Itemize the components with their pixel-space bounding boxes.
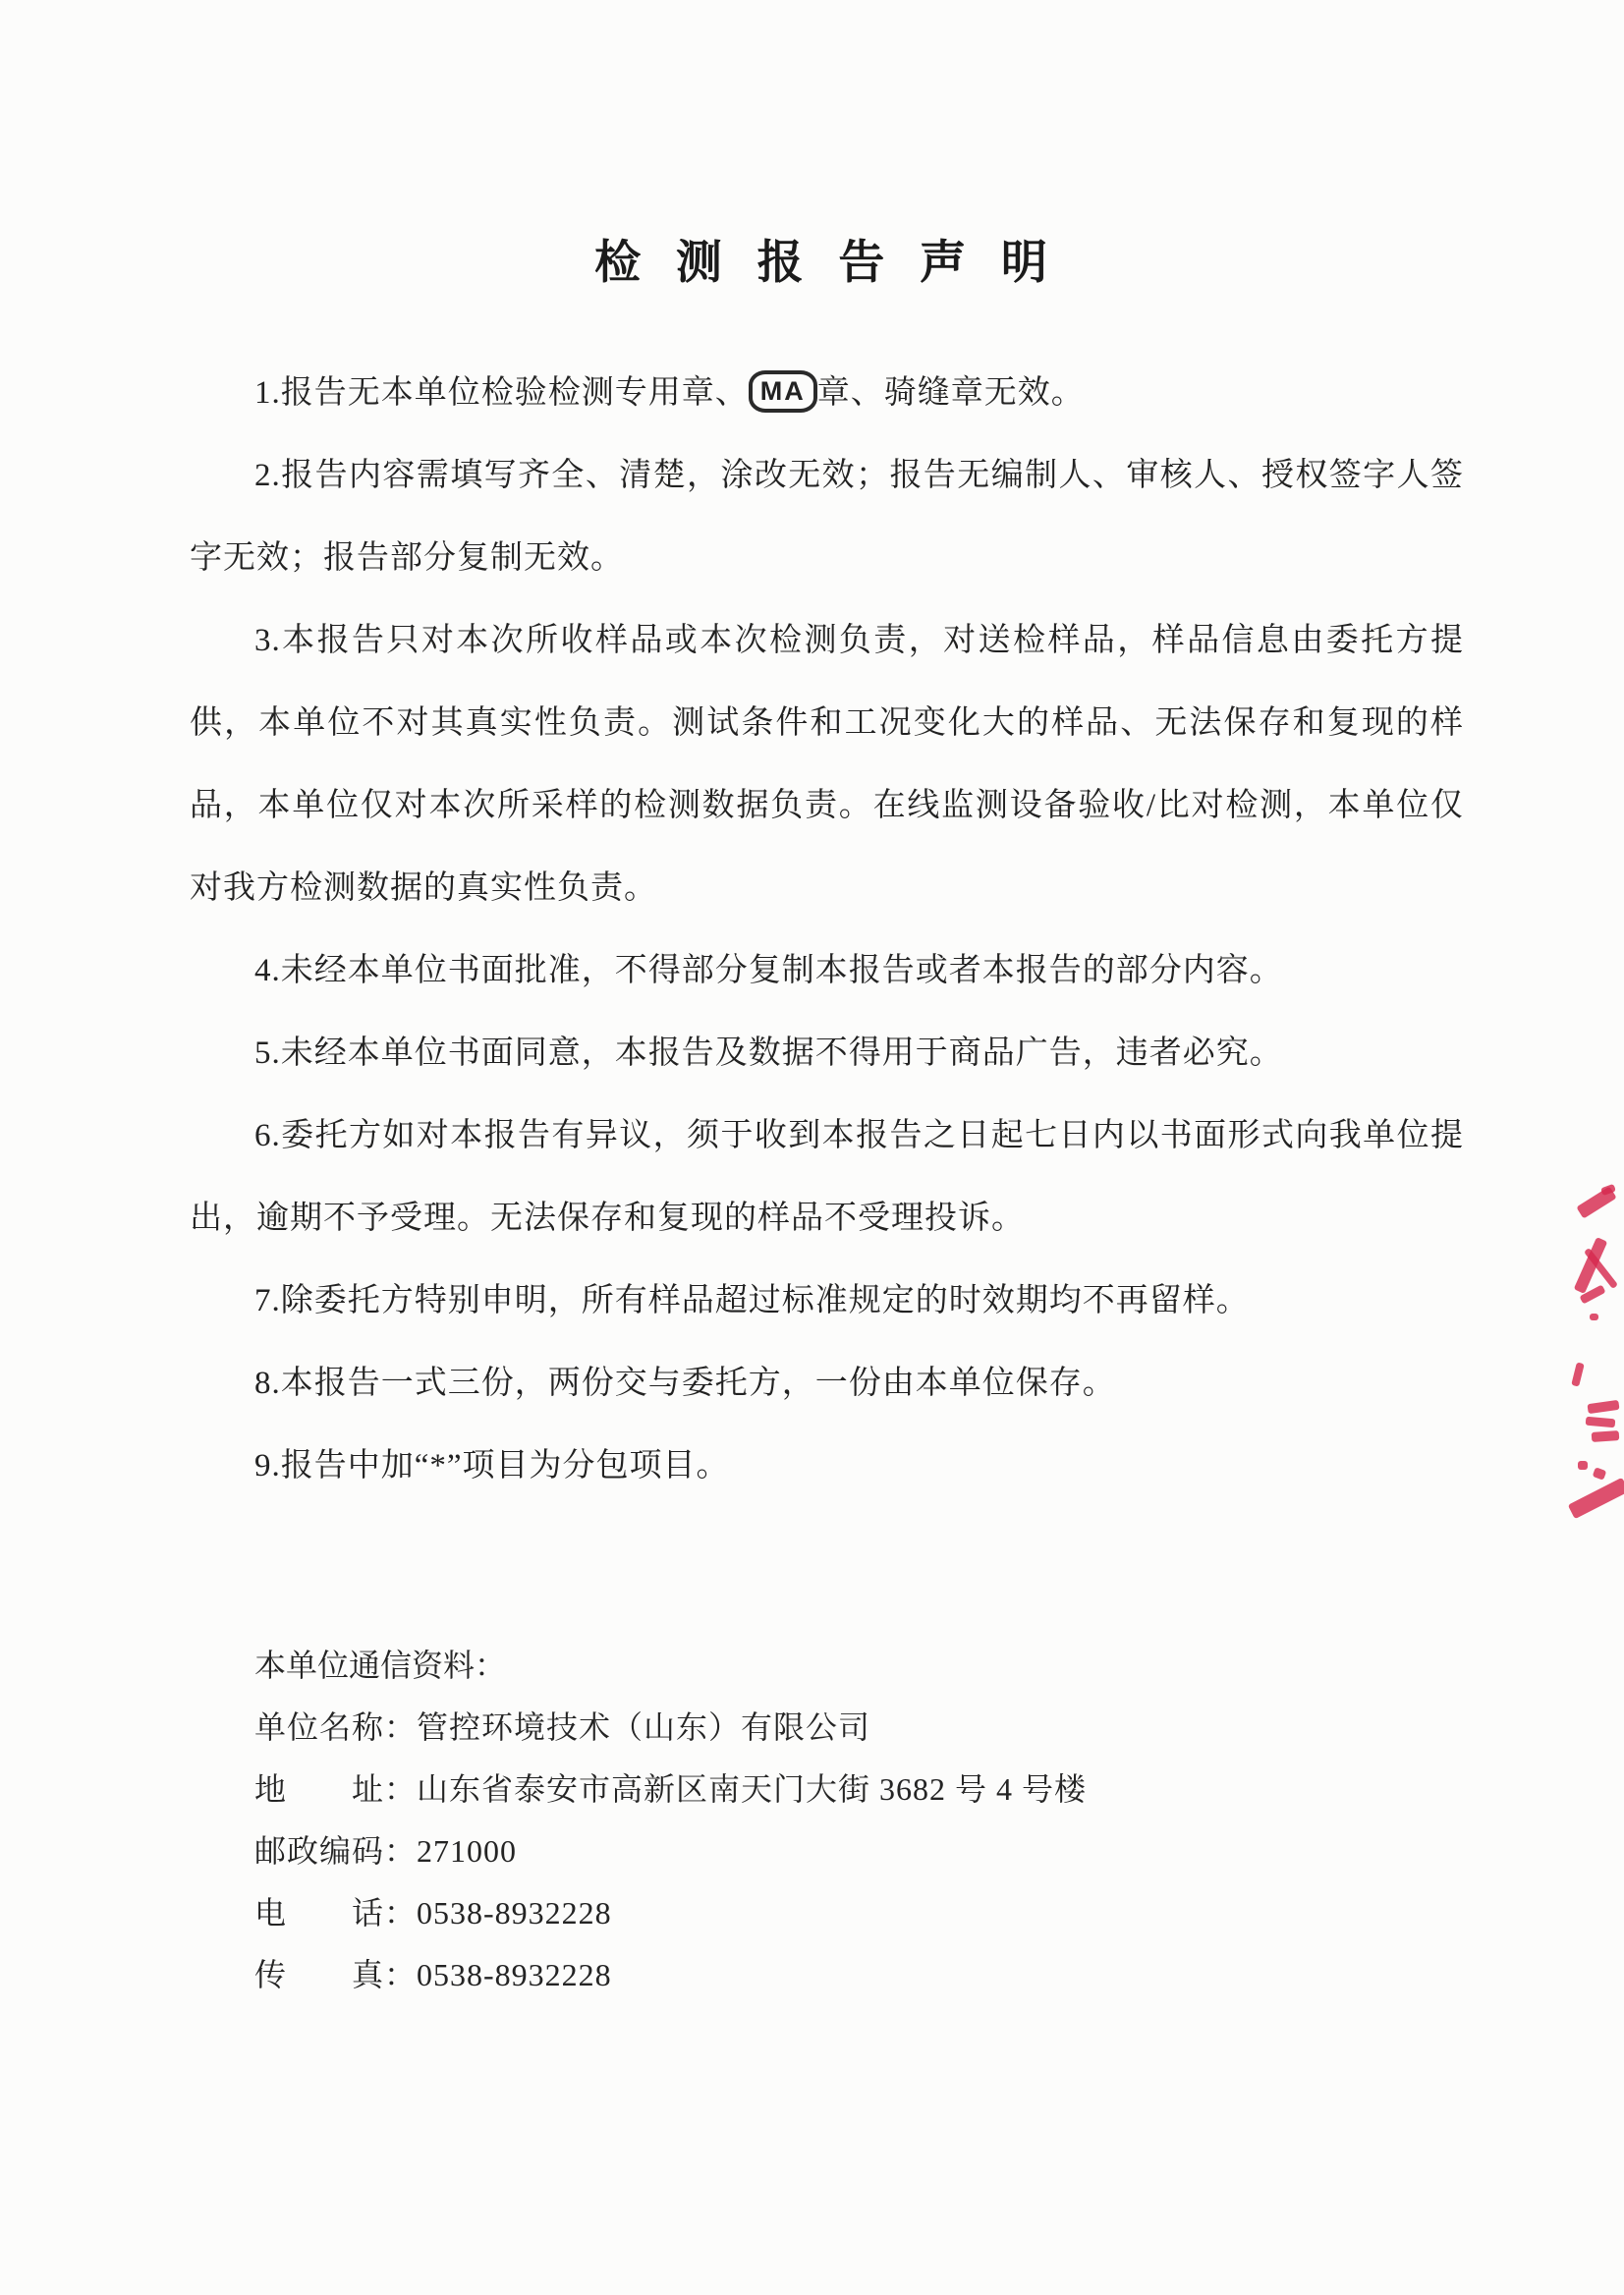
cma-mark-icon: MA — [749, 370, 817, 413]
contact-label: 电 话： — [254, 1895, 418, 1931]
contact-label: 邮政编码： — [254, 1833, 418, 1869]
statement-paragraph-1 — [190, 352, 1464, 434]
contact-value: 管控环境技术（山东）有限公司 — [417, 1709, 871, 1745]
statement-1-pre: 1.报告无本单位检验检测专用章、 — [254, 375, 749, 411]
statement-paragraph-9: 9.报告中加“*”项目为分包项目。 — [254, 1448, 730, 1483]
contact-label: 单位名称： — [254, 1709, 418, 1745]
report-statement-title: 检 测 报 告 声 明 — [594, 238, 1059, 289]
contact-value: 山东省泰安市高新区南天门大街 3682 号 4 号楼 — [417, 1771, 1088, 1807]
statement-1-post: 章、骑缝章无效。 — [816, 375, 1085, 411]
contact-row-phone — [254, 1882, 1464, 1944]
statement-paragraph-6: 6.委托方如对本报告有异议，须于收到本报告之日起七日内以书面形式向我单位提出，逾期不予受理。无法保存和复现的样品不受理投诉。 — [190, 1118, 1464, 1236]
contact-row-postcode — [254, 1820, 1464, 1882]
statement-paragraph-7: 7.除委托方特别申明，所有样品超过标准规定的时效期均不再留样。 — [254, 1283, 1250, 1318]
contact-label: 传 真： — [254, 1957, 418, 1992]
statement-paragraph-3: 3.本报告只对本次所收样品或本次检测负责，对送检样品，样品信息由委托方提供，本单位不对其真实性负责。测试条件和工况变化大的样品、无法保存和复现的样品，本单位仅对本次所采样的检测数据负责。在线监测设备验收/比对检测，本单位仅对我方检测数据的真实性负责。 — [190, 623, 1464, 906]
statements-list — [190, 352, 1464, 1507]
contact-value: 271000 — [417, 1833, 518, 1869]
statement-paragraph-4: 4.未经本单位书面批准，不得部分复制本报告或者本报告的部分内容。 — [254, 953, 1283, 988]
contact-row-fax — [254, 1944, 1464, 2006]
contact-value: 0538-8932228 — [417, 1895, 612, 1931]
statement-paragraph-2: 2.报告内容需填写齐全、清楚，涂改无效；报告无编制人、审核人、授权签字人签字无效；报告部分复制无效。 — [190, 458, 1464, 576]
contact-row-address — [254, 1759, 1464, 1820]
statement-paragraph-8: 8.本报告一式三份，两份交与委托方，一份由本单位保存。 — [254, 1366, 1116, 1401]
statement-paragraph-5: 5.未经本单位书面同意，本报告及数据不得用于商品广告，违者必究。 — [254, 1036, 1283, 1071]
contact-row-company — [254, 1697, 1464, 1759]
contact-label: 地 址： — [254, 1771, 418, 1807]
contact-header: 本单位通信资料： — [254, 1648, 507, 1683]
contact-value: 0538-8932228 — [417, 1957, 612, 1992]
contact-section — [190, 1635, 1464, 2006]
